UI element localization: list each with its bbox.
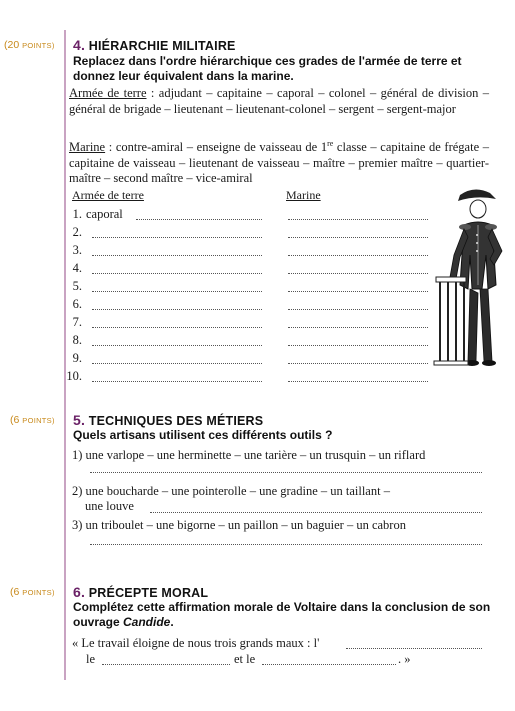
marine-list: Marine : contre-amiral – enseigne de vaisseau de 1re classe – capitaine de frégate – capitaine de vaisseau – lieutenant de vaisseau – maître – premier maître – quartier-maître – second maître – vice-amiral <box>69 139 489 186</box>
column-header-marine: Marine <box>286 188 321 202</box>
rank-row <box>60 333 86 349</box>
question-1: 1) une varlope – une herminette – une tarière – un trusquin – un riflard <box>72 448 426 462</box>
answer-blank-1[interactable] <box>346 648 482 649</box>
points-label-4: (20 POINTS) <box>4 39 55 51</box>
rank-row <box>60 315 86 331</box>
naval-officer-figure-icon <box>430 185 512 373</box>
marine-answer-line[interactable] <box>288 291 428 292</box>
section-title-4: 4. HIÉRARCHIE MILITAIRE <box>73 37 236 53</box>
rank-number: 5. <box>72 279 82 293</box>
armee-de-terre-list: Armée de terre : adjudant – capitaine – caporal – colonel – général de division – général de brigade – lieutenant – lieutenant-colonel – sergent – sergent-major <box>69 86 489 116</box>
rank-row <box>60 297 86 313</box>
marine-answer-line[interactable] <box>288 345 428 346</box>
rank-row <box>60 243 86 259</box>
column-header-armee: Armée de terre <box>72 188 144 202</box>
question-2-continued: une louve <box>85 499 134 513</box>
section-4-instruction: Replacez dans l'ordre hiérarchique ces grades de l'armée de terre et donnez leur équivalent dans la marine. <box>73 54 462 83</box>
answer-blank-2[interactable] <box>102 664 230 665</box>
rank-row <box>60 369 86 385</box>
quote-word-le: le <box>86 652 96 666</box>
rank-number: 7. <box>72 315 82 329</box>
armee-answer-line[interactable] <box>92 291 262 292</box>
points-label-5: (6 POINTS) <box>10 414 55 426</box>
section-title-5: 5. TECHNIQUES DES MÉTIERS <box>73 412 264 428</box>
rank-number: 1. <box>72 207 82 221</box>
armee-answer-line[interactable] <box>92 381 262 382</box>
voltaire-quote-line-1: « Le travail éloigne de nous trois grands maux : l' <box>72 636 320 650</box>
armee-answer-line[interactable] <box>92 327 262 328</box>
rank-row <box>60 351 86 367</box>
marine-answer-line[interactable] <box>288 363 428 364</box>
quote-close: . » <box>398 652 411 666</box>
armee-answer-line[interactable] <box>136 219 262 220</box>
rank-number: 8. <box>72 333 82 347</box>
marine-answer-line[interactable] <box>288 255 428 256</box>
rank-number: 6. <box>72 297 82 311</box>
armee-answer-line[interactable] <box>92 255 262 256</box>
rank-number: 4. <box>72 261 82 275</box>
rank-row <box>60 225 86 241</box>
section-6-instruction: Complétez cette affirmation morale de Voltaire dans la conclusion de son ouvrage Candide. <box>73 600 491 629</box>
question-3: 3) un triboulet – une bigorne – un paillon – un baguier – un cabron <box>72 518 406 532</box>
armee-answer-line[interactable] <box>92 237 262 238</box>
marine-answer-line[interactable] <box>288 327 428 328</box>
marine-answer-line[interactable] <box>288 381 428 382</box>
armee-answer-line[interactable] <box>92 309 262 310</box>
armee-answer-line[interactable] <box>92 363 262 364</box>
rank-row <box>60 261 86 277</box>
rank-row <box>60 207 123 223</box>
section-title-6: 6. PRÉCEPTE MORAL <box>73 584 209 600</box>
marine-answer-line[interactable] <box>288 219 428 220</box>
armee-answer-line[interactable] <box>92 273 262 274</box>
rank-number: 3. <box>72 243 82 257</box>
marine-answer-line[interactable] <box>288 309 428 310</box>
answer-line-1[interactable] <box>90 472 482 473</box>
quote-word-et-le: et le <box>234 652 256 666</box>
armee-answer-line[interactable] <box>92 345 262 346</box>
marine-answer-line[interactable] <box>288 273 428 274</box>
question-2: 2) une boucharde – une pointerolle – une gradine – un taillant – <box>72 484 390 498</box>
answer-blank-3[interactable] <box>262 664 396 665</box>
answer-line-3[interactable] <box>90 544 482 545</box>
marine-answer-line[interactable] <box>288 237 428 238</box>
points-label-6: (6 POINTS) <box>10 586 55 598</box>
rank-value: caporal <box>86 207 123 221</box>
answer-line-2[interactable] <box>150 512 482 513</box>
section-5-instruction: Quels artisans utilisent ces différents outils ? <box>73 428 333 442</box>
rank-number: 9. <box>72 351 82 365</box>
rank-number: 2. <box>72 225 82 239</box>
rank-number: 10. <box>66 369 82 383</box>
rank-row <box>60 279 86 295</box>
